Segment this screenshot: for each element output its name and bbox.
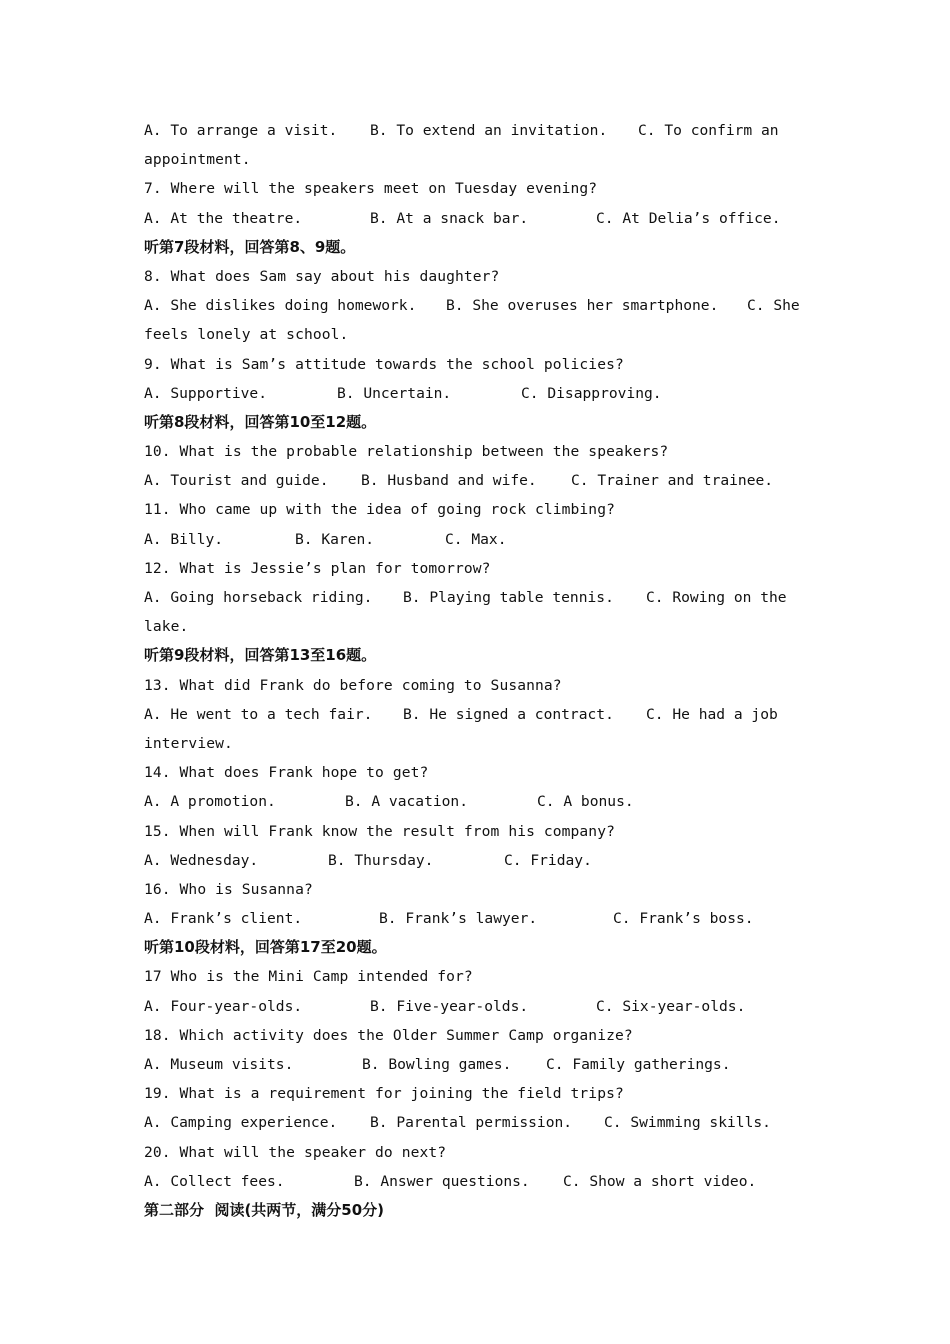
option-c: C. She: [747, 297, 800, 315]
options-row: [144, 116, 804, 145]
section-heading: 听第9段材料，回答第13至16题。: [144, 646, 377, 665]
options-row: [144, 846, 804, 875]
option-b: B. A vacation.: [345, 793, 469, 811]
option-b: B. Parental permission.: [370, 1114, 573, 1132]
option-c: C. Show a short video.: [563, 1172, 757, 1190]
options-row: [144, 992, 804, 1021]
options-row: [144, 291, 804, 320]
option-b: B. Frank’s lawyer.: [379, 910, 538, 928]
option-c: C. Trainer and trainee.: [571, 472, 774, 490]
options-row: [144, 1167, 804, 1196]
text-line: 15. When will Frank know the result from his company?: [144, 822, 615, 840]
text-line: 7. Where will the speakers meet on Tuesday evening?: [144, 180, 598, 198]
text-line: interview.: [144, 734, 233, 752]
option-b: B. Answer questions.: [354, 1172, 530, 1190]
option-a: A. Four-year-olds.: [144, 997, 303, 1015]
text-line: appointment.: [144, 151, 251, 169]
option-c: C. Six-year-olds.: [596, 997, 746, 1015]
section-heading: 听第8段材料，回答第10至12题。: [144, 412, 377, 431]
option-a: A. Frank’s client.: [144, 910, 303, 928]
text-line: 10. What is the probable relationship between the speakers?: [144, 443, 669, 461]
option-c: C. Family gatherings.: [546, 1056, 731, 1073]
text-line: 14. What does Frank hope to get?: [144, 764, 429, 782]
option-b: B. Husband and wife.: [361, 472, 537, 490]
options-row: [144, 904, 804, 933]
text-line: 12. What is Jessie’s plan for tomorrow?: [144, 559, 491, 577]
option-a: A. A promotion.: [144, 793, 276, 811]
option-c: C. To confirm an: [638, 122, 779, 139]
options-row: [144, 379, 804, 408]
option-b: B. Bowling games.: [362, 1056, 512, 1073]
option-b: B. He signed a contract.: [403, 705, 614, 723]
text-line: feels lonely at school.: [144, 326, 349, 344]
option-b: B. Thursday.: [328, 851, 434, 869]
options-row: [144, 525, 804, 554]
options-row: [144, 1050, 804, 1079]
option-b: B. Karen.: [295, 530, 375, 548]
option-c: C. Swimming skills.: [604, 1114, 771, 1132]
options-row: [144, 204, 804, 233]
option-a: A. He went to a tech fair.: [144, 705, 373, 723]
option-b: B. Uncertain.: [337, 384, 452, 402]
text-line: 20. What will the speaker do next?: [144, 1143, 447, 1161]
section-heading: 听第10段材料，回答第17至20题。: [144, 938, 387, 957]
option-b: B. At a snack bar.: [370, 209, 529, 227]
text-line: 17 Who is the Mini Camp intended for?: [144, 968, 473, 986]
option-a: A. Supportive.: [144, 384, 268, 402]
options-row: [144, 583, 804, 612]
options-row: [144, 1108, 804, 1137]
option-a: A. Collect fees.: [144, 1172, 285, 1190]
option-a: A. Museum visits.: [144, 1056, 294, 1073]
options-row: [144, 466, 804, 495]
option-a: A. Billy.: [144, 530, 224, 548]
document-page: [144, 116, 804, 1225]
option-c: C. A bonus.: [537, 793, 634, 811]
text-line: 18. Which activity does the Older Summer Camp organize?: [144, 1026, 633, 1044]
option-c: C. Max.: [445, 530, 507, 548]
text-line: lake.: [144, 618, 189, 636]
option-b: B. Playing table tennis.: [403, 589, 614, 606]
text-line: 8. What does Sam say about his daughter?: [144, 267, 500, 285]
text-line: 16. Who is Susanna?: [144, 880, 313, 898]
option-b: B. To extend an invitation.: [370, 122, 608, 139]
section-heading: 听第7段材料，回答第8、9题。: [144, 237, 356, 256]
option-a: A. Wednesday.: [144, 851, 259, 869]
option-b: B. She overuses her smartphone.: [446, 297, 719, 315]
text-line: 13. What did Frank do before coming to Susanna?: [144, 676, 562, 694]
option-c: C. He had a job: [646, 705, 778, 723]
text-line: 9. What is Sam’s attitude towards the school policies?: [144, 355, 624, 373]
option-a: A. Going horseback riding.: [144, 589, 373, 606]
option-a: A. She dislikes doing homework.: [144, 297, 417, 315]
options-row: [144, 700, 804, 729]
option-c: C. Frank’s boss.: [613, 910, 754, 928]
option-a: A. Tourist and guide.: [144, 472, 329, 490]
section-heading: 第二部分 阅读(共两节，满分50分): [144, 1200, 385, 1219]
text-line: 11. Who came up with the idea of going rock climbing?: [144, 501, 615, 519]
option-a: A. Camping experience.: [144, 1114, 338, 1132]
option-a: A. To arrange a visit.: [144, 122, 338, 139]
option-c: C. Rowing on the: [646, 589, 787, 606]
option-c: C. Disapproving.: [521, 384, 662, 402]
option-c: C. Friday.: [504, 851, 592, 869]
options-row: [144, 787, 804, 816]
option-c: C. At Delia’s office.: [596, 209, 781, 227]
option-b: B. Five-year-olds.: [370, 997, 529, 1015]
text-line: 19. What is a requirement for joining the field trips?: [144, 1085, 624, 1103]
option-a: A. At the theatre.: [144, 209, 303, 227]
